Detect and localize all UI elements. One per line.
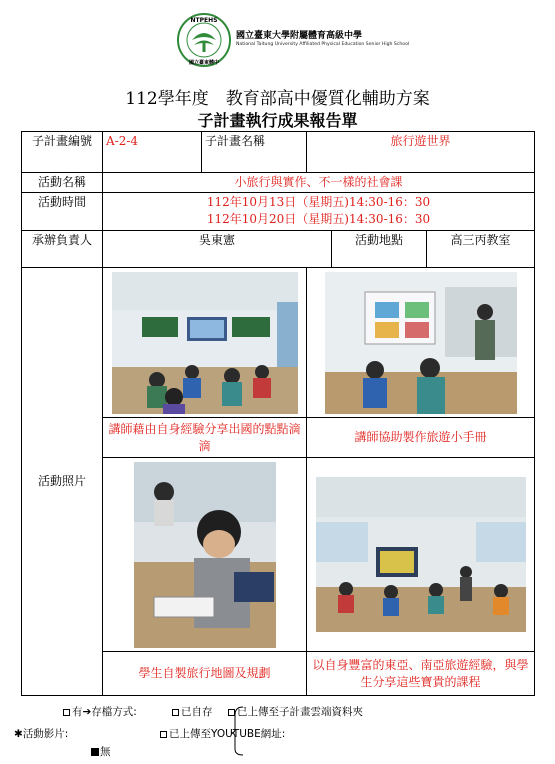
photo-cell-2 (307, 268, 535, 418)
video-option (160, 726, 285, 741)
photo-cell-3 (103, 458, 307, 652)
activity-name-label: 活動名稱 (22, 173, 103, 193)
table-row (22, 132, 535, 173)
checkbox-archive[interactable] (63, 709, 70, 716)
activity-name-value: 小旅行與實作、不一樣的社會課 (103, 173, 535, 193)
logo-text: NTPEHS (190, 17, 218, 24)
logo-subtext: 國立臺東體中 (188, 60, 220, 66)
video-option-label: 已上傳至YOUTUBE網址: (169, 728, 286, 740)
none-option (91, 744, 111, 759)
photo-making-handbook (325, 272, 517, 414)
organizer-label: 承辦負責人 (22, 231, 103, 268)
table-row (22, 231, 535, 268)
asterisk-icon: ✱ (14, 728, 23, 740)
activity-time-label: 活動時間 (22, 193, 103, 231)
school-name-en: National Taitung University Affiliated Physical Education Senior High School (236, 42, 410, 47)
photo-caption-4: 以自身豐富的東亞、南亞旅遊經驗，與學生分享這些寶貴的課程 (307, 652, 535, 696)
table-row (22, 173, 535, 193)
photo-cell-1 (103, 268, 307, 418)
activity-time-1: 112年10月13日（星期五)14:30-16：30 (206, 195, 431, 209)
photo-lecturer-sharing (112, 272, 298, 414)
archive-option-cloud (228, 704, 363, 719)
archive-option-2: 已上傳至子計畫雲端資料夾 (237, 706, 363, 718)
school-header (176, 12, 476, 66)
archive-option-1: 已自存 (181, 706, 213, 718)
report-table (21, 131, 535, 696)
photo-caption-2: 講師協助製作旅遊小手冊 (307, 418, 535, 458)
photo-caption-1: 講師藉由自身經驗分享出國的點點滴滴 (103, 418, 307, 458)
checkbox-none-checked[interactable] (91, 748, 99, 756)
location-label: 活動地點 (332, 231, 427, 268)
organizer-value: 吳東憲 (103, 231, 332, 268)
location-value: 高三丙教室 (427, 231, 535, 268)
school-name-zh: 國立臺東大學附屬體育高級中學 (236, 31, 363, 41)
sub-id-label: 子計畫編號 (22, 132, 103, 173)
archive-method (63, 704, 137, 719)
photos-label: 活動照片 (22, 268, 103, 696)
document-title: 112學年度 教育部高中優質化輔助方案 (125, 89, 430, 109)
table-row (22, 193, 535, 231)
photo-student-map (134, 462, 276, 648)
sub-id-value: A-2-4 (103, 132, 202, 173)
table-row (22, 268, 535, 418)
video-row (14, 726, 68, 741)
sub-name-label: 子計畫名稱 (202, 132, 307, 173)
photo-cell-4 (307, 458, 535, 652)
checkbox-youtube[interactable] (160, 731, 167, 738)
video-label: 活動影片: (22, 728, 69, 740)
activity-time-cell (103, 193, 535, 231)
checkbox-self-saved[interactable] (172, 709, 179, 716)
archive-prefix: 有➔存檔方式: (72, 706, 137, 718)
document-subtitle: 子計畫執行成果報告單 (197, 111, 358, 130)
school-logo (176, 12, 232, 68)
archive-option-saved (172, 704, 213, 719)
none-label: 無 (100, 746, 111, 758)
activity-time-2: 112年10月20日（星期五)14:30-16：30 (206, 212, 431, 226)
photo-classroom-sharing (316, 477, 526, 632)
sub-name-value: 旅行遊世界 (307, 132, 535, 173)
photo-caption-3: 學生自製旅行地圖及規劃 (103, 652, 307, 696)
bracket-mark (231, 705, 245, 757)
